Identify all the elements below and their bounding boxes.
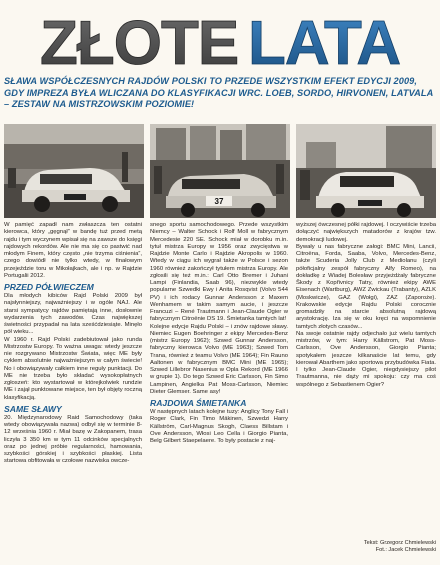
column-2 bbox=[150, 222, 288, 445]
col3-paragraph-1: wyższej ówczesnej półki rajdowej. I oczywiście trzeba dołączyć największych matadorów z krajów tzw. demokracji ludowej. bbox=[296, 222, 436, 243]
col2-heading-1: RAJDOWA ŚMIETANKA bbox=[150, 398, 247, 408]
col3-paragraph-3: Na swoje ostatnie rajdy odjechało już wielu tamtych mistrzów, w tym: Harry Källstrom, Pat Moss-Carlsson, Ove Andersson, Giorgio Pianta; spotykałem jeszcze kilkanaście lat temu, gdy kierował Abarthem jako sportowa przybudówka Fiata. I tylko Jean-Claude Ogier, niegdysiejszy pilot Trautmanna, nie dąży mi spokoju: czy ma coś wspólnego z Sebastienem Ogier? bbox=[296, 330, 436, 388]
col3-paragraph-2: Bywały u nas fabryczne załogi: BMC Mini, Lancii, Citroëna, Forda, Saaba, Volvo, Mercedes-Benz, także Scuderia Jolly Club z Mediolanu (czyli półoficjalny zespół fabryczny Alfy Romeo), na dokładkę z Wiadej Bolesław przyjeżdżały fabryczne Škody z Kopřivnicy Tatry, również ekipy AWE Eisenach (Wartburg), AWZ Zwickau (Trabanty), AZLK (Moskwicze), GAZ (Wołgi), ZAZ (Zaporoże). Krakowskie edycje Rajdu Polski corocznie gromadziły na starcie absolutną rajdową arystokrację. Iza się w oku kręci na wspomnienie tamtych złotych czasów... bbox=[296, 243, 436, 330]
right-plate bbox=[358, 200, 382, 206]
credits bbox=[296, 540, 436, 554]
credit-text: Tekst: Grzegorz Chmielewski bbox=[363, 540, 436, 546]
photo-right-image bbox=[296, 124, 436, 218]
col1-paragraph-2: W 1960 r. Rajd Polski zadebiutował jako runda Mistrzostw Europy. To ważna uwaga: wtedy jeszcze nie rozgrywano Mistrzostw Świata, więc ME były cyklem absolutnie najważniejszym w całym świecie! No i obowiązywały całkiem inne reguły punktacji. Do ME nie trzeba było składać wysokopłatnych zgłoszeń: kto wystartował w którejkolwiek rundzie ME i zajął punktowane miejsce, ten był objęty roczną klasyfikacją. bbox=[4, 336, 142, 401]
column-3 bbox=[296, 222, 436, 389]
photo-left-image bbox=[4, 124, 144, 218]
photo-middle-image bbox=[150, 124, 290, 218]
credit-photo: Fot.: Jacek Chmielewski bbox=[375, 547, 436, 554]
col2-paragraph-1: snego sportu samochodowego. Przede wszystkim Niemcy – Walter Schock i Rolf Moll w fabrycznym Mercedesie 220 SE. Schock miał w dorobku m.in. tytuł mistrza Europy w 1956 oraz zwycięstwa w Rajdzie Monte Carlo i Rajdzie Akropolis w 1960. Wtedy w ciągu ich wygrał także w Polsce i sezon 1960 również zakończył tytułem mistrza Europy. Ale zgłosili się też m.in.: Carl Otto Bremer i Juhani Lampi (Finlandia, Saab 96), niezwykle wtedy popularne Szwedki Ewy i Anita Rosqvist (Volvo 544 PV) i ich rodacy Gunnar Andersson z Maxem Wenhamem w takim samym aucie, i jeszcze Francuzi – René Trautmann i Jean-Claude Ogier w fabrycznym Citroënie DS 19. Śmietanka tamtych lat! bbox=[150, 222, 288, 323]
headline-part1: ZŁOTE bbox=[40, 9, 239, 74]
photo-rally-car-right bbox=[296, 124, 436, 218]
col1-paragraph-3: 20. Międzynarodowy Raid Samochodowy (taka wtedy obowiązywała nazwa) odbył się w terminie 8-12 września 1960 r. Miał bazę w Zakopanem, trasa liczyła 3 350 km w tym 11 odcinków specjalnych oraz po jednej próbie regularności, hamowania, szybkości górskiej i szybkości płaskiej. Lista startowa obfitowała w czołowe nazwiska owcze- bbox=[4, 414, 142, 465]
photo-rally-start-middle bbox=[150, 124, 290, 218]
lead-paragraph: SŁAWA WSPÓŁCZESNYCH RAJDÓW POLSKI TO PRZEDE WSZYSTKIM EFEKT EDYCJI 2009, GDY IMPREZA BYŁA WLICZANA DO KLASYFIKACJI WRC. LOEB, SORDO, HIRVONEN, LATVALA – ZESTAW NA MISTRZOWSKIM POZIOMIE! bbox=[4, 76, 433, 109]
col1-heading-2: SAME SŁAWY bbox=[4, 403, 62, 414]
column-1 bbox=[4, 222, 142, 466]
col2-paragraph-3: W następnych latach kolejne tuzy: Anglicy Tony Fall i Roger Clark, Fin Timo Mäkinen, Szwedzi Harry Källström, Carl-Magnus Skogh, Claess Billstam i Ove Andersson, Włosi Leo Cella i Giorgio Pianta, Belg Gilbert Staepelaere. To były postacie z naj- bbox=[150, 409, 288, 444]
headline bbox=[0, 6, 440, 74]
headline-graphic bbox=[0, 6, 440, 74]
col1-paragraph-1: Dla młodych kibiców Rajd Polski 2009 był najsłynniejszy, najważniejszy i w ogóle NAJ. Ale starsi sympatycy rajdów pamiętają inne, dosłownie wydarzenia tych zawodów. Czas największej świetności przypadał na lata sześćdziesiąte. Minęło pół wieku... bbox=[4, 293, 142, 336]
headline-part2: LATA bbox=[248, 9, 401, 74]
col2-paragraph-2: Kolejne edycje Rajdu Polski – i znów rajdowe sławy. Niemiec Eugen Boehringer z ekipy Mercedes-Benz (mistrz Europy 1962); Szwed Gunnar Andersson, fabryczny kierowca Volvo (ME 1963); Szwed Tom Trana, również z teamu Volvo (ME 1964); Fin Rauno Aaltonen w fabrycznym BMC Mini (ME 1965); Szwed Lillebror Nasenius w Opla Rekord (ME 1966 w grupie 1). Do tego Szwed Eric Carlsson, Fin Simo Lampinen, Angielka Pat Moss-Carlsson, Niemiec Dieter Glemser. Same asy! bbox=[150, 323, 288, 395]
col1-heading-1: PRZED PÓŁWIECZEM bbox=[4, 282, 94, 292]
left-plate bbox=[64, 194, 86, 200]
col1-intro: W pamięć zapadł nam zwłaszcza ten ostatni kierowca, który „gęgnął” w bandę tuż przed metą rajdu i tym wyczynem wpisał się na zawsze do księgi rajdowych rekordów. Ale nie ma się co pastwić nad młodym Finem, który często „nie trzyma ciśnienia”, czego dowiódł nie tylko wtedy, w finałowym przejeździe toru w Mikołajkach, ale i np. w Rajdzie Portugalii 2012. bbox=[4, 222, 142, 279]
photo-rally-car-left bbox=[4, 124, 144, 218]
middle-start-number: 37 bbox=[214, 197, 224, 206]
